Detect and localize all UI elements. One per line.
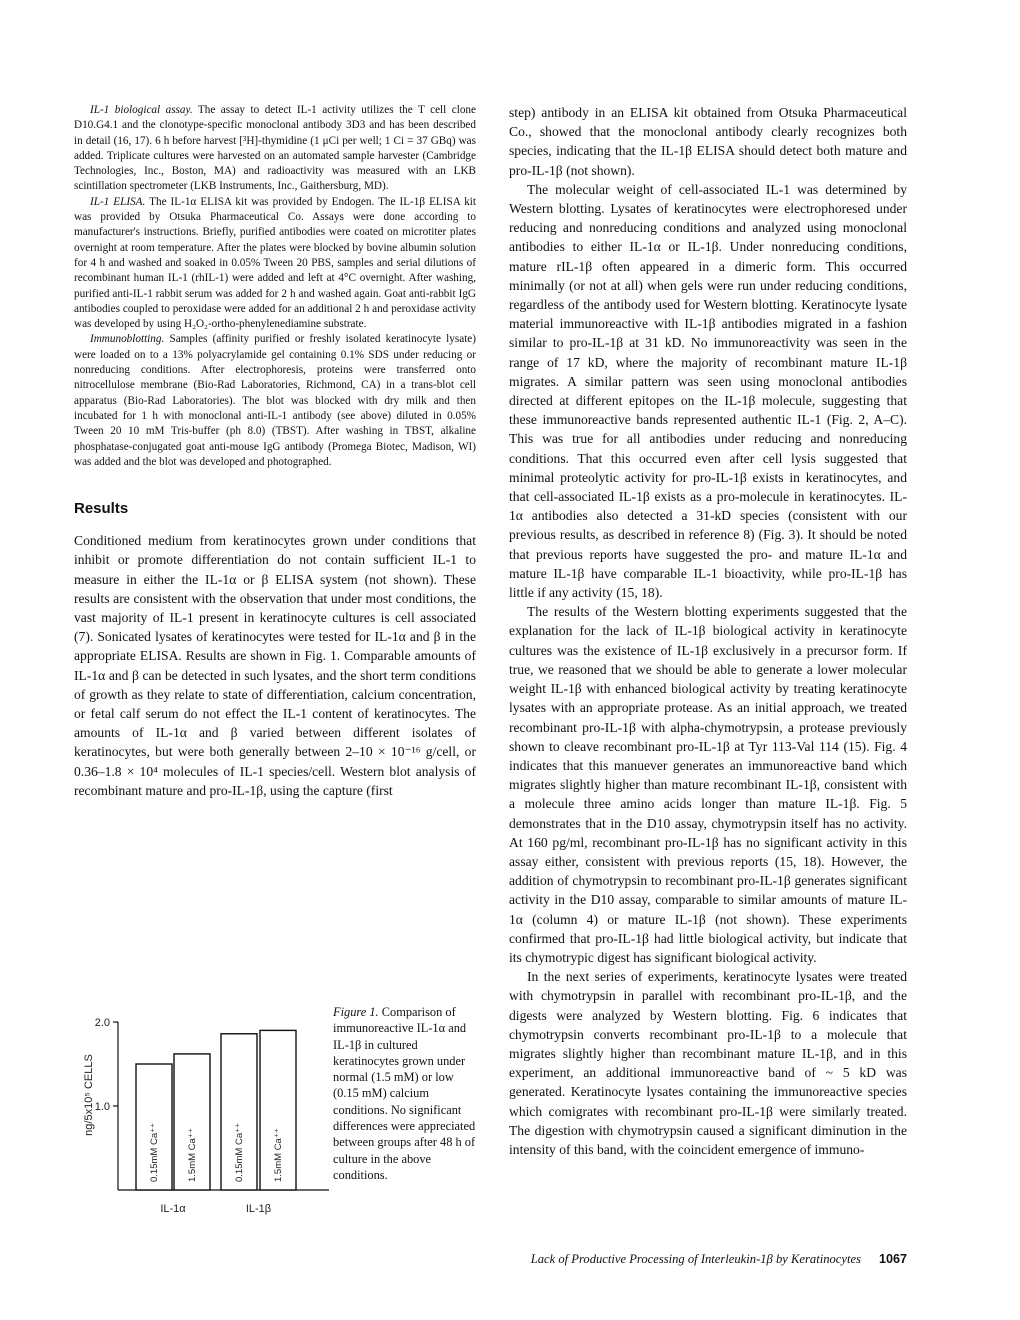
- y-axis-label: ng/5x10⁵ CELLS: [83, 1054, 95, 1136]
- results-heading: Results: [74, 500, 129, 518]
- methods-text: Samples (affinity purified or freshly isolated keratinocyte lysate) were loaded on to a 13% polyacrylamide gel containing 0.1% SDS under reducing or nonreducing conditions. After electrophoresis, proteins were transferred onto nitrocellulose membrane (Bio-Rad Laboratories, Richmond, CA) in a trans-blot cell apparatus (Bio-Rad Laboratories). The blot was blocked with dry milk and then incubated for 1 h with monoclonal anti-IL-1 antibody (see above) diluted in 0.05% Tween 20 10 mM Tris-buffer (ph 8.0) (TBST). After washing in TBST, alkaline phosphatase-conjugated goat anti-mouse IgG antibody (Promega Biotec, Madison, WI) was added and the blot was developed and photographed.: [74, 333, 476, 468]
- methods-heading: IL-1 ELISA.: [90, 195, 146, 208]
- caption-text: Comparison of immunoreactive IL-1α and IL-1β in cultured keratinocytes grown under normal (1.5 mM) or low (0.15 mM) calcium conditions. No significant differences were appreciated between groups after 48 h of culture in the above conditions.: [333, 1005, 476, 1182]
- page-footer: [480, 1252, 907, 1267]
- methods-text: The IL-1α ELISA kit was provided by Endogen. The IL-1β ELISA kit was provided by Otsuka Pharmaceutical Co. Assays were done according to manufacturer's instructions. Briefly, purified antibodies were coated on microtiter plates overnight at room temperature. After the plates were blocked by bovine albumin solution for 4 h and washed and soaked in 0.05% Tween 20 PBS, samples and serial dilutions of recombinant human IL-1 (rhIL-1) were added and left at 4°C overnight. After washing, purified anti-IL-1 rabbit serum was added for 2 h and washed again. Goat anti-rabbit IgG antibodies coupled to peroxidase were added for an additional 2 h and peroxidase activity was developed by using H₂O₂-ortho-phenylenediamine substrate.: [74, 195, 476, 331]
- bar-label: 0.15mM Ca⁺⁺: [149, 1122, 160, 1182]
- methods-heading: IL-1 biological assay.: [90, 104, 193, 116]
- figure-label: Figure 1.: [333, 1005, 379, 1019]
- body-paragraph: step) antibody in an ELISA kit obtained from Otsuka Pharmaceutical Co., showed that the monoclonal antibody clearly recognizes both species, indicating that the IL-1β ELISA should detect both mature and pro-IL-1β (not shown).: [509, 105, 907, 178]
- methods-heading: Immunoblotting.: [90, 333, 165, 346]
- y-tick-label: 2.0: [94, 1017, 110, 1029]
- body-paragraph: In the next series of experiments, keratinocyte lysates were treated with chymotrypsin in parallel with recombinant pro-IL-1β, and the digests were analyzed by Western blotting. Fig. 6 indicates that chymotrypsin converts recombinant pro-IL-1β to a molecule that migrates slightly higher than recombinant mature IL-1β, and in this experiment, an additional immunoreactive band of ~ 5 kD was generated. Keratinocyte lysates containing the immunoreactive species which comigrates with recombinant pro-IL-1β were similarly treated. The digestion with chymotrypsin caused a significant diminution in the intensity of this band, with the coincident emergence of immuno-: [509, 969, 907, 1157]
- group-label: IL-1α: [160, 1203, 186, 1215]
- bar-label: 1.5mM Ca⁺⁺: [273, 1128, 284, 1182]
- bar-label: 0.15mM Ca⁺⁺: [234, 1122, 245, 1182]
- bar-label: 1.5mM Ca⁺⁺: [187, 1128, 198, 1182]
- methods-paragraph-elisa: [74, 195, 476, 333]
- results-section: [74, 531, 476, 800]
- body-paragraph: The molecular weight of cell-associated IL-1 was determined by Western blotting. Lysates of keratinocytes were electrophoresed under reducing and nonreducing conditions and analyzed using monoclonal antibodies to either IL-1α or IL-1β. Under nonreducing conditions, mature rIL-1β often appeared in a dimeric form. This occurred minimally (or not at all) when gels were run under reducing conditions, regardless of the antibody used for Western blotting. Keratinocyte lysate material immunoreactive with IL-1β antibodies migrated in a fashion similar to pro-IL-1β at 31 kD. No immunoreactivity was seen in the range of 17 kD, where the majority of recombinant mature IL-1β migrates. A similar pattern was seen using monoclonal antibodies directed at different epitopes on the IL-1β molecule, suggesting that these immunoreactive bands represented authentic IL-1 (Fig. 2, A–C). This was true for all antibodies under reducing and nonreducing conditions. That this occurred even after cell lysis suggested that minimal proteolytic activity for pro-IL-1β exists in keratinocytes, and that cell-associated IL-1β exists as a pro-molecule in keratinocytes. IL-1α antibodies also detected a 31-kD species (consistent with our previous results, as described in reference 8) (Fig. 3). It should be noted that previous reports have suggested the pro- and mature IL-1α and mature IL-1β have comparable IL-1 bioactivity, while pro-IL-1β has little if any activity (15, 18).: [509, 181, 907, 601]
- y-tick-label: 1.0: [94, 1101, 110, 1113]
- methods-text: The assay to detect IL-1 activity utilizes the T cell clone D10.G4.1 and the clonotype-specific monoclonal antibody 3D3 and has been described in detail (16, 17). 6 h before harvest [³H]-thymidine (1 μCi per well; 1 Ci = 37 GBq) was added. Triplicate cultures were harvested on an automated sample harvester (Cambridge Technologies, Inc., Boston, MA) and radioactivity was measured with an LKB scintillation spectrometer (LKB Instruments, Inc., Gaithersburg, MD).: [74, 104, 476, 193]
- group-label: IL-1β: [245, 1203, 272, 1215]
- bar-chart: [74, 1000, 334, 1220]
- page-number: 1067: [878, 1252, 907, 1266]
- methods-paragraph-immunoblotting: [74, 332, 476, 470]
- right-column: [509, 103, 907, 1159]
- figure-1-caption: [333, 1004, 479, 1183]
- methods-section: [74, 103, 476, 470]
- left-column: [74, 103, 476, 800]
- running-title: Lack of Productive Processing of Interleukin-1β by Keratinocytes: [530, 1252, 861, 1266]
- body-paragraph: The results of the Western blotting experiments suggested that the explanation for the lack of IL-1β biological activity in keratinocyte cultures was the existence of IL-1β exclusively in a precursor form. If true, we reasoned that we should be able to generate a lower molecular weight IL-1β with enhanced biological activity by treating keratinocyte lysates with an appropriate protease. As an initial approach, we treated recombinant pro-IL-1β with alpha-chymotrypsin, a protease previously shown to cleave recombinant pro-IL-1β at Tyr 113-Val 114 (15). Fig. 4 indicates that this manuever generates an immunoreactive band which migrates slightly higher than mature recombinant IL-1β, consistent with a molecule three amino acids longer than mature IL-1β. Fig. 5 demonstrates that in the D10 assay, chymotrypsin itself has no activity. At 160 pg/ml, recombinant pro-IL-1β has no significant activity in this assay either, consistent with previous reports (15, 18). However, the addition of chymotrypsin to recombinant pro-IL-1β generates significant activity in the D10 assay, comparable to similar amounts of mature IL-1α (column 4) or mature IL-1β (not shown). These experiments confirmed that pro-IL-1β had little biological activity, but indicate that its chymotrypic digest has significant biological activity.: [509, 604, 907, 965]
- results-paragraph: Conditioned medium from keratinocytes grown under conditions that inhibit or promote differentiation do not contain sufficient IL-1 to measure in either the IL-1α or β ELISA system (not shown). These results are consistent with the observation that under most conditions, the vast majority of IL-1 present in keratinocyte cultures is cell associated (7). Sonicated lysates of keratinocytes were tested for IL-1α and β in the appropriate ELISA. Results are shown in Fig. 1. Comparable amounts of IL-1α and β can be detected in such lysates, and the short term conditions of growth as they relate to state of differentiation, calcium concentration, or fetal calf serum do not effect the IL-1 content of keratinocytes. The amounts of IL-1α and β varied between different isolates of keratinocytes, but were both generally between 2–10 × 10⁻¹⁶ g/cell, or 0.36–1.8 × 10⁴ molecules of IL-1 species/cell. Western blot analysis of recombinant mature and pro-IL-1β, using the capture (first: [74, 533, 476, 798]
- methods-paragraph-bioassay: [74, 103, 476, 195]
